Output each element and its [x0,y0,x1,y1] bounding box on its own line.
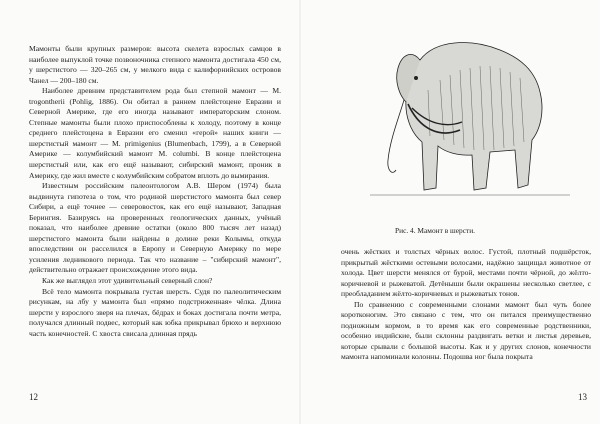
paragraph: По сравнению с современными слонами мамонт был чуть более коротконогим. Это связано с тем, что он питался преимущественно подножным кормом, в то время как его современные родственники, особенно индийские, были склонны раздвигать ветки и листья деревьев, которые срывали с большой высоты. Как и у других слонов, конечности мамонта напоминали колонны. Подошва ног была покрыта [341,299,591,362]
right-page-text [341,247,591,363]
paragraph: Как же выглядел этот удивительный северный слон? [42,276,213,286]
left-page-text [29,44,281,339]
mammoth-illustration [350,20,590,220]
paragraph: очень жёстких и толстых чёрных волос. Густой, плотный подшёрсток, прикрытый жёсткими остевыми волосами, надёжно защищал животное от холода. Цвет шерсти менялся от бурой, местами почти чёрной, до жёлто-коричневой и рыжеватой. Детёныши были окрашены несколько светлее, с преобладанием жёлто-коричневых и рыжеватых тонов. [341,247,591,299]
figure-caption: Рис. 4. Мамонт в шерсти. [395,226,476,235]
page-number-right: 13 [578,392,587,402]
page-number-left: 12 [29,392,38,402]
paragraph: Мамонты были крупных размеров: высота скелета взрослых самцов в наиболее выпуклой точке позвоночника степного мамонта достигала 450 см, у шерстистого — 320–265 см, у мелкого вида с калифорнийских островов Чанел — 200–180 см. [29,44,281,85]
paragraph: Наиболее древним представителем рода был степной мамонт — M. trogontherii (Pohlig, 1886). Он обитал в раннем плейстоцене Евразии и Северной Америке, где его иногда называют императорским слоном. Степные мамонты были плохо приспособлены к холоду, поэтому в конце среднего плейстоцена в Евразии его сменил «герой» наших книги — шерстистый мамонт — M. primigenius (Blumenbach, 1799), а в Северной Америке — колумбийский мамонт M. columbi. В конце плейстоцена шерстистый или, как его ещё называют, сибирский мамонт, проник в Америку, где жил вместе с колумбийским собратом вплоть до вымирания. [29,86,281,180]
paragraph: Всё тело мамонта покрывала густая шерсть. Судя по палеолитическим рисункам, на лбу у мамонта был «прямо подстриженная» чёлка. Длина шерсти у взрослого зверя на плечах, бёдрах и боках достигала почти метра, получался длинный подвес, который как юбка прикрывал брюхо и верхнюю часть конечностей. С хвоста свисала длинная прядь [29,286,281,338]
paragraph: Известным российским палеонтологом А.В. Шером (1974) была выдвинута гипотеза о том, что родиной шерстистого мамонта был север Сибири, а ещё точнее — северовосток, как его ещё называют, Западная Берингия. Базируясь на проверенных геологических данных, учёный показал, что наиболее древние остатки (около 800 тысяч лет назад) шерстистого мамонта были найдены в долине реки Колымы, откуда впоследствии он расселился в Европу и Северную Америку по мере усиления ледникового периода. Так что название – "сибирский мамонт", действительно отражает происхождение этого вида. [29,181,281,275]
